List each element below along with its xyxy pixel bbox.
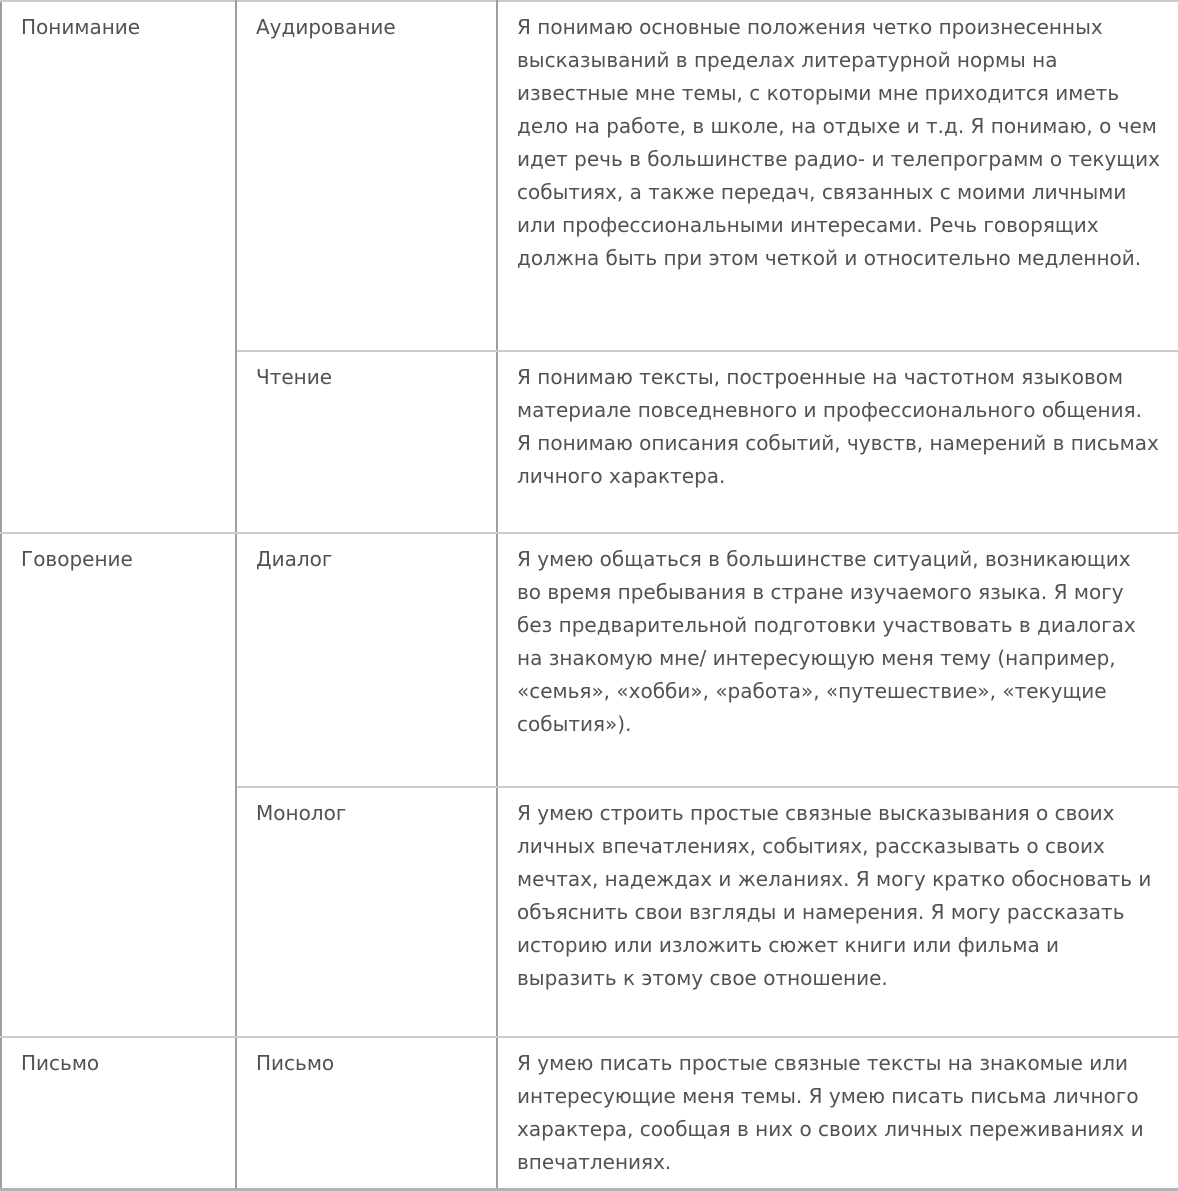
description-cell-listening: Я понимаю основные положения четко произнесенных высказываний в пределах литературной нормы на известные мне темы, с которыми мне приходится иметь дело на работе, в школе, на отдыхе и т.д. Я понимаю, о чем идет речь в большинстве радио- и телепрограмм о текущих событиях, а также передач, связанных с моими личными или профессиональными интересами. Речь говорящих должна быть при этом четкой и относительно медленной. xyxy=(497,1,1178,351)
table-row-dialogue xyxy=(1,533,1178,787)
skill-cell-writing: Письмо xyxy=(1,1037,236,1190)
subskill-cell-listening: Аудирование xyxy=(236,1,497,351)
table-row-listening xyxy=(1,1,1178,351)
description-cell-monologue: Я умею строить простые связные высказывания о своих личных впечатлениях, событиях, рассказывать о своих мечтах, надеждах и желаниях. Я могу кратко обосновать и объяснить свои взгляды и намерения. Я могу рассказать историю или изложить сюжет книги или фильма и выразить к этому свое отношение. xyxy=(497,787,1178,1037)
skill-cell-speaking: Говорение xyxy=(1,533,236,1037)
description-cell-reading: Я понимаю тексты, построенные на частотном языковом материале повседневного и профессионального общения. Я понимаю описания событий, чувств, намерений в письмах личного характера. xyxy=(497,351,1178,533)
table-row-writing xyxy=(1,1037,1178,1190)
subskill-cell-writing: Письмо xyxy=(236,1037,497,1190)
subskill-cell-monologue: Монолог xyxy=(236,787,497,1037)
subskill-cell-reading: Чтение xyxy=(236,351,497,533)
subskill-cell-dialogue: Диалог xyxy=(236,533,497,787)
description-cell-writing: Я умею писать простые связные тексты на знакомые или интересующие меня темы. Я умею писать письма личного характера, сообщая в них о своих личных переживаниях и впечатлениях. xyxy=(497,1037,1178,1190)
description-cell-dialogue: Я умею общаться в большинстве ситуаций, возникающих во время пребывания в стране изучаемого языка. Я могу без предварительной подготовки участвовать в диалогах на знакомую мне/ интересующую меня тему (например, «семья», «хобби», «работа», «путешествие», «текущие события»). xyxy=(497,533,1178,787)
skill-cell-understanding: Понимание xyxy=(1,1,236,533)
